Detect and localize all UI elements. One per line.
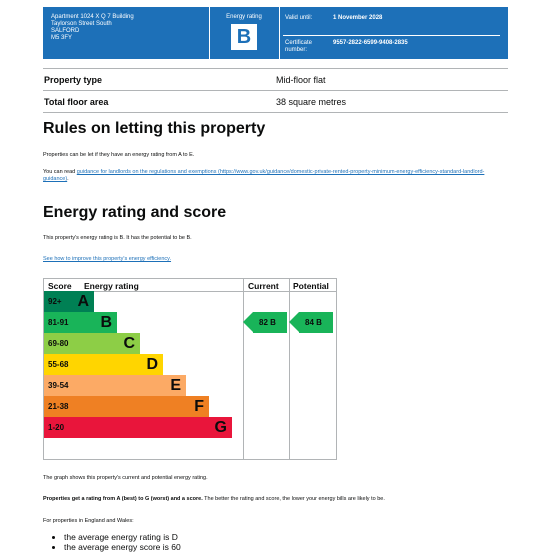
energy-paragraph: This property's energy rating is B. It has the potential to be B. [43, 235, 192, 241]
chart-column-divider [289, 279, 290, 459]
current-rating-arrow-label: 82 B [259, 318, 276, 327]
energy-band-c [44, 333, 140, 354]
rating-explanation-rest: The better the rating and score, the lower your energy bills are likely to be. [202, 496, 385, 502]
band-letter: C [123, 335, 135, 352]
chart-header-score: Score [48, 281, 72, 291]
rules-heading: Rules on letting this property [43, 120, 266, 137]
band-score-range: 92+ [48, 297, 62, 306]
header-divider [279, 7, 280, 59]
current-rating-arrow [253, 312, 287, 333]
valid-until-label: Valid until: [285, 15, 313, 21]
current-rating-arrow-pointer [243, 312, 253, 332]
summary-value: 38 square metres [276, 97, 347, 107]
energy-rating-chart [43, 278, 337, 460]
rating-explanation [43, 496, 508, 503]
address-line: M5 3FY [51, 35, 73, 41]
summary-key: Property type [44, 75, 103, 85]
band-letter: G [214, 419, 227, 436]
summary-row [43, 69, 508, 91]
energy-paragraph [43, 256, 508, 263]
certificate-number-label: Certificate number: [285, 40, 313, 53]
header-rule [283, 35, 500, 36]
band-letter: D [146, 356, 158, 373]
property-address [51, 14, 134, 42]
address-line: Apartment 1024 X Q 7 Building [51, 14, 134, 20]
guidance-link[interactable]: guidance for landlords on the regulations and exemptions [76, 169, 217, 175]
band-score-range: 81-91 [48, 318, 69, 327]
england-wales-intro: For properties in England and Wales: [43, 518, 134, 524]
guidance-suffix: . [67, 176, 69, 182]
list-item: • the average energy score is 60 [64, 542, 181, 552]
list-item: • the average energy rating is D [64, 532, 181, 542]
certificate-header [43, 7, 508, 59]
band-letter: B [100, 314, 112, 331]
band-score-range: 55-68 [48, 360, 69, 369]
energy-band-d [44, 354, 163, 375]
energy-heading: Energy rating and score [43, 204, 227, 221]
band-letter: A [77, 293, 89, 310]
summary-row [43, 91, 508, 113]
chart-header-current: Current [248, 281, 279, 291]
valid-until-value: 1 November 2028 [333, 15, 383, 21]
band-letter: E [170, 377, 181, 394]
energy-band-g [44, 417, 232, 438]
energy-band-a [44, 291, 94, 312]
chart-caption: The graph shows this property's current and potential energy rating. [43, 475, 208, 481]
rating-explanation-bold: Properties get a rating from A (best) to G (worst) and a score. [43, 496, 203, 502]
summary-key: Total floor area [44, 97, 109, 107]
summary-value: Mid-floor flat [276, 75, 326, 85]
potential-rating-arrow-label: 84 B [305, 318, 322, 327]
band-score-range: 1-20 [48, 423, 65, 432]
property-summary-table [43, 68, 508, 113]
potential-rating-arrow-pointer [289, 312, 299, 332]
chart-header-energy-rating: Energy rating [84, 281, 139, 291]
band-letter: F [194, 398, 204, 415]
address-line: SALFORD [51, 28, 80, 34]
energy-band-e [44, 375, 186, 396]
averages-list [50, 532, 181, 552]
certificate-number-value: 9557-2822-6599-9408-2835 [333, 40, 408, 46]
rules-guidance-paragraph [43, 169, 508, 183]
guidance-url-link[interactable]: (https://www.gov.uk/guidance/domestic-private-rented-property-minimum-energy-efficiency-standard-landlord-guidance) [43, 169, 485, 182]
band-score-range: 69-80 [48, 339, 69, 348]
rules-paragraph: Properties can be let if they have an energy rating from A to E. [43, 152, 195, 158]
potential-rating-arrow [299, 312, 333, 333]
energy-rating-label: Energy rating [226, 14, 262, 20]
energy-band-b [44, 312, 117, 333]
band-score-range: 21-38 [48, 402, 69, 411]
energy-band-f [44, 396, 209, 417]
guidance-prefix: You can read [43, 169, 77, 175]
energy-rating-badge: B [231, 24, 257, 50]
address-line: Taylorson Street South [51, 21, 112, 27]
chart-column-divider [243, 279, 244, 459]
band-score-range: 39-54 [48, 381, 69, 390]
chart-header-potential: Potential [293, 281, 329, 291]
improve-efficiency-link[interactable]: See how to improve this property's energy efficiency. [43, 256, 172, 262]
